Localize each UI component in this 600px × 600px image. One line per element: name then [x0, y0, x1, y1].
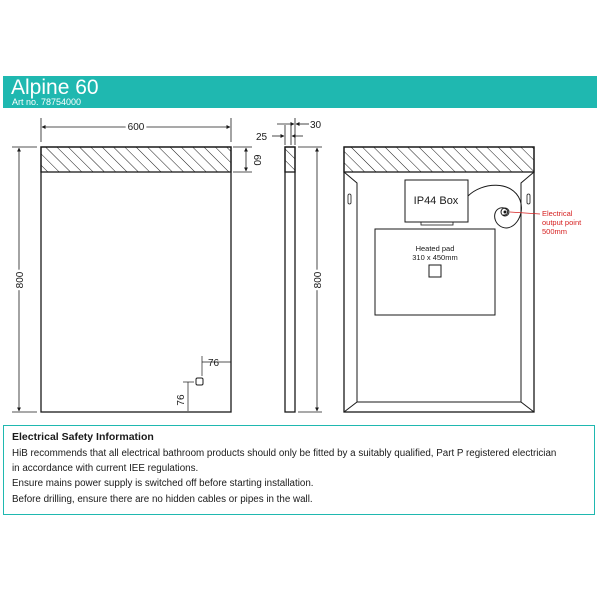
safety-info-panel	[3, 425, 595, 515]
side-top-depth-label: 30	[310, 120, 322, 131]
side-depth-label: 25	[256, 132, 268, 143]
front-height-label: 800	[15, 271, 26, 289]
sensor-switch-icon	[196, 378, 203, 385]
heated-pad-label: Heated pad	[415, 244, 455, 253]
hanging-slot-left-icon	[348, 194, 351, 204]
heated-pad-size: 310 x 450mm	[412, 253, 458, 262]
outlet-annotation-line-3: 500mm	[542, 227, 568, 236]
side-profile-outline	[285, 147, 295, 412]
safety-line-4: Before drilling, ensure there are no hidden cables or pipes in the wall.	[12, 494, 313, 505]
heated-pad	[375, 229, 495, 315]
ip44-box-label: IP44 Box	[413, 195, 459, 207]
safety-line-1: HiB recommends that all electrical bathroom products should only be fitted by a suitably qualified, Part P registered electrician	[12, 448, 557, 459]
sensor-x-offset-label: 76	[208, 358, 220, 369]
article-number: Art no. 78754000	[12, 97, 82, 107]
outlet-annotation-line-1: Electrical	[542, 209, 573, 218]
side-view	[256, 118, 324, 412]
safety-line-3: Ensure mains power supply is switched off before starting installation.	[12, 478, 314, 489]
front-view	[12, 118, 262, 412]
rear-top-band-hatch	[344, 147, 534, 172]
rear-view	[344, 147, 582, 412]
front-top-band-label: 60	[251, 154, 262, 166]
side-height-label: 800	[313, 271, 324, 289]
side-top-hatch	[285, 147, 295, 172]
sensor-y-offset-label: 76	[176, 394, 187, 406]
safety-line-2: in accordance with current IEE regulations.	[12, 463, 199, 474]
safety-info-title: Electrical Safety Information	[12, 431, 154, 443]
hanging-slot-right-icon	[527, 194, 530, 204]
power-cable	[468, 185, 521, 228]
product-title: Alpine 60	[11, 76, 99, 99]
heated-pad-connector-icon	[429, 265, 441, 277]
outlet-annotation-line-2: output point	[542, 218, 582, 227]
front-mirror-outline	[41, 147, 231, 412]
front-width-label: 600	[127, 122, 145, 133]
front-top-band-hatch	[41, 147, 231, 172]
